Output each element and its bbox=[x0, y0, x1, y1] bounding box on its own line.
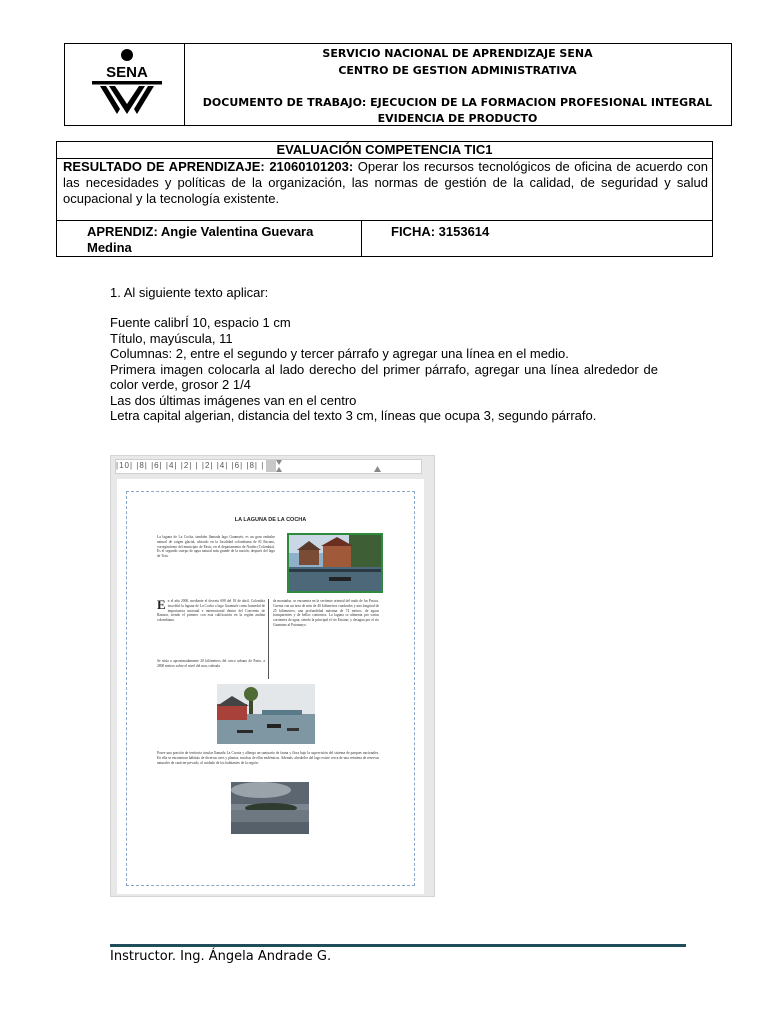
header-line-1: SERVICIO NACIONAL DE APRENDIZAJE SENA bbox=[322, 47, 593, 60]
doc-title: LA LAGUNA DE LA COCHA bbox=[234, 517, 307, 523]
student-row bbox=[57, 220, 712, 256]
column-divider bbox=[268, 599, 269, 679]
sena-logo bbox=[65, 44, 185, 125]
sena-logo-icon bbox=[65, 44, 184, 127]
instruction-item: Título, mayúscula, 11 bbox=[110, 330, 233, 346]
learning-result-text: Operar los recursos tecnológicos de oficina de acuerdo con las necesidades y políticas de la organización, las normas de gestión de la calidad, de seguridad y salud ocupacional y la tecnología existente. bbox=[63, 159, 708, 206]
evaluation-table bbox=[56, 141, 713, 257]
doc-paragraph-2 bbox=[157, 599, 265, 649]
lake-island-image bbox=[231, 782, 309, 834]
instruction-item: Columnas: 2, entre el segundo y tercer párrafo y agregar una línea en el medio. bbox=[110, 346, 569, 361]
lake-photo-1 bbox=[287, 533, 383, 593]
document-screenshot bbox=[110, 455, 435, 897]
instruction-item: Letra capital algerian, distancia del texto 3 cm, líneas que ocupa 3, segundo párrafo. bbox=[110, 408, 597, 423]
document-header bbox=[64, 43, 732, 126]
header-text bbox=[184, 44, 731, 125]
instructions-heading: 1. Al siguiente texto aplicar: bbox=[110, 285, 269, 300]
ruler-margin-marker bbox=[266, 460, 276, 472]
ficha-number: FICHA: 3153614 bbox=[391, 224, 490, 239]
doc-paragraph-1: La laguna de La Cocha, también llamada lago Guamués, es un gran embalse natural de origen glacial, ubicado en la localidad colombiana de El Encano, corregimiento del municipio de Pasto, en el departamento de Nariño (Colombia). Es el segundo cuerpo de agua natural más grande de la nación, después del lago de Tota. bbox=[157, 535, 275, 559]
indent-marker-icon bbox=[276, 460, 282, 472]
lake-photo-3 bbox=[231, 782, 309, 834]
footer-rule bbox=[110, 944, 686, 947]
evaluation-title: EVALUACIÓN COMPETENCIA TIC1 bbox=[57, 142, 712, 159]
lake-photo-2 bbox=[217, 684, 315, 744]
instructor-name: Instructor. Ing. Ángela Andrade G. bbox=[110, 949, 332, 964]
learning-result-label: RESULTADO DE APRENDIZAJE: 21060101203: bbox=[63, 159, 354, 174]
doc-paragraph-2b: Se sitúa a aproximadamente 20 kilómetros del casco urbano de Pasto, a 2800 metros sobre el nivel del mar, rodeada bbox=[157, 659, 265, 668]
doc-paragraph-2-text: n el año 2000, mediante el decreto 698 del 18 de abril, Colombia inscribió la laguna de La Cocha o lago Guamués como humedal de importancia nacional e internacional dentro del Convenio de Ramsar, siendo el primero con esta calificación en la región andina colombiana. bbox=[157, 599, 265, 623]
learning-result bbox=[63, 159, 708, 215]
document-page bbox=[117, 479, 424, 894]
student-name: APRENDIZ: Angie Valentina Guevara Medina bbox=[87, 224, 314, 255]
svg-text:SENA: SENA bbox=[106, 64, 148, 81]
student-cell bbox=[57, 221, 362, 256]
doc-paragraph-3: de montañas, se encuentra en la vertiente oriental del nudo de los Pastos. Cuenta con un área de más de 40 kilómetros cuadrados y una longitud de 25 kilómetros; una profundidad máxima de 74 metros, de aguas transparentes y de bellos contornos. La laguna se alimenta por varias corrientes de agua, siendo la principal el río Encano, y desagua por el río Guamuez al Putumayo. bbox=[273, 599, 379, 627]
lake-boats-image bbox=[217, 684, 315, 744]
doc-paragraph-4: Posee una porción de territorio insular llamada La Corota y alberga un santuario de fauna y flora bajo la supervisión del sistema de parques nacionales. En ella se encuentran hábitats de diversas aves y plantas, muchas de ellas endémicas. Además, alrededor del lago existe cerca de una veintena de reservas naturales de carácter privado, al cuidado de los habitantes de la región. bbox=[157, 751, 379, 765]
lake-houses-image bbox=[289, 535, 381, 591]
ruler-ticks: |10| |8| |6| |4| |2| | |2| |4| |6| |8| | bbox=[116, 461, 265, 470]
instruction-item: Fuente calibrÍ 10, espacio 1 cm bbox=[110, 315, 291, 330]
horizontal-ruler bbox=[115, 459, 422, 474]
drop-cap: E bbox=[157, 597, 166, 612]
instructions-list bbox=[110, 315, 658, 424]
header-line-2: CENTRO DE GESTION ADMINISTRATIVA bbox=[338, 64, 577, 77]
right-indent-icon bbox=[374, 465, 381, 472]
header-line-4: EVIDENCIA DE PRODUCTO bbox=[377, 112, 538, 125]
instruction-item: Primera imagen colocarla al lado derecho del primer párrafo, agregar una línea alrededor de color verde, grosor 2 1/4 bbox=[110, 361, 658, 392]
header-line-3: DOCUMENTO DE TRABAJO: EJECUCION DE LA FORMACION PROFESIONAL INTEGRAL bbox=[202, 96, 713, 109]
instruction-item: Las dos últimas imágenes van en el centro bbox=[110, 392, 357, 408]
